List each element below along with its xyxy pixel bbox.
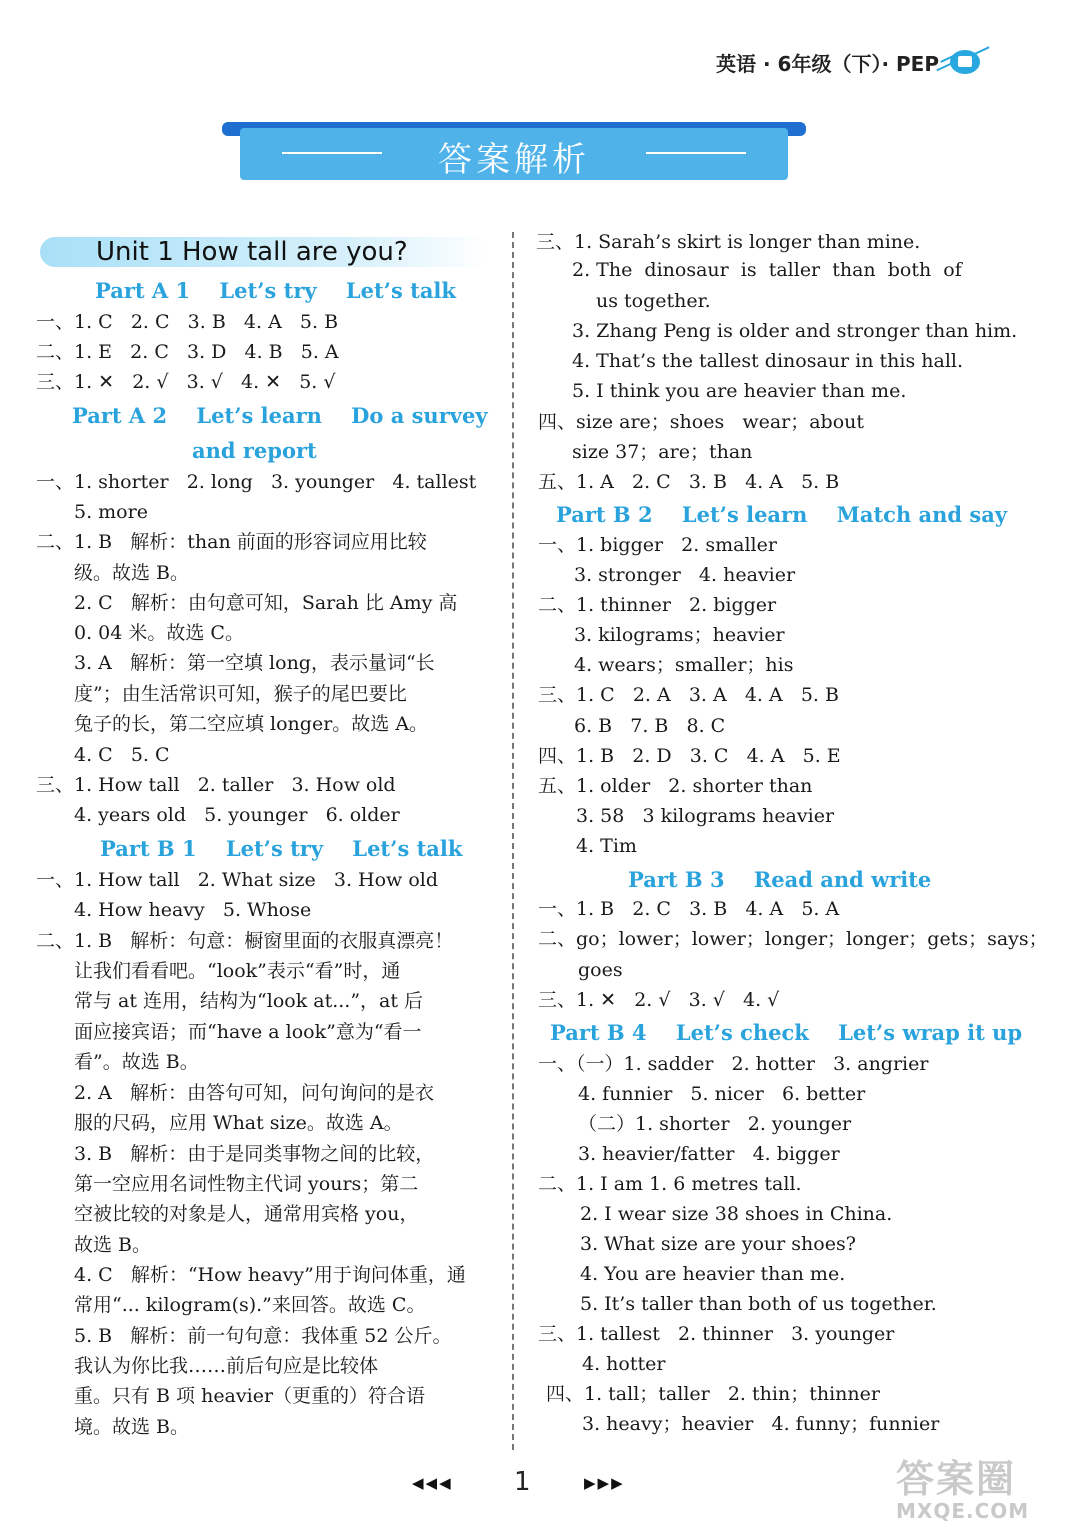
answer-line: 3. A 解析：第一空填 long，表示量词“长 <box>74 652 435 674</box>
page-number: 1 <box>514 1467 531 1497</box>
part-heading: Part B 1 Let’s try Let’s talk <box>100 836 463 861</box>
banner-title: 答案解析 <box>438 140 590 180</box>
answer-line: 我认为你比我……前后句应是比较体 <box>74 1355 379 1377</box>
next-page-arrows[interactable]: ▶▶▶ <box>584 1474 625 1492</box>
part-heading: Part B 3 Read and write <box>628 867 932 892</box>
answer-line: 常用“... kilogram(s).”来回答。故选 C。 <box>74 1294 426 1316</box>
answer-line: 4. hotter <box>582 1353 666 1375</box>
answer-line: 二、1. thinner 2. bigger <box>538 594 777 616</box>
answer-line: goes <box>578 959 623 981</box>
answer-line: 二、1. B 解析：句意：橱窗里面的衣服真漂亮！ <box>36 930 454 952</box>
answer-line: 2. I wear size 38 shoes in China. <box>580 1203 893 1225</box>
answer-line: 4. funnier 5. nicer 6. better <box>578 1083 866 1105</box>
answer-line: 五、1. A 2. C 3. B 4. A 5. B <box>538 471 840 493</box>
answer-line: 五、1. older 2. shorter than <box>538 775 813 797</box>
answer-line: 第一空应用名词性物主代词 yours；第二 <box>74 1173 419 1195</box>
answer-line: 常与 at 连用，结构为“look at...”，at 后 <box>74 990 424 1012</box>
part-heading: and report <box>192 438 317 463</box>
answer-line: 3. What size are your shoes? <box>580 1233 856 1255</box>
part-heading: Part B 4 Let’s check Let’s wrap it up <box>550 1020 1023 1045</box>
unit-title: Unit 1 How tall are you? <box>96 237 408 267</box>
answer-line: 3. Zhang Peng is older and stronger than him. <box>572 320 1018 342</box>
answer-line: size 37；are；than <box>572 441 753 463</box>
answer-line: 三、1. How tall 2. taller 3. How old <box>36 774 396 796</box>
answer-line: 4. You are heavier than me. <box>580 1263 846 1285</box>
subject-grade-label: 英语 · 6年级（下）· PEP <box>716 52 939 76</box>
answer-line: 二、1. I am 1. 6 metres tall. <box>538 1173 802 1195</box>
answer-line: 四、1. tall；taller 2. thin；thinner <box>546 1383 880 1405</box>
answer-line: 2. A 解析：由答句可知，问句询问的是衣 <box>74 1082 435 1104</box>
answer-line: 5. B 解析：前一句句意：我体重 52 公斤。 <box>74 1325 452 1347</box>
answer-line: 3. heavier/fatter 4. bigger <box>578 1143 840 1165</box>
answer-line: 三、1. tallest 2. thinner 3. younger <box>538 1323 895 1345</box>
answer-line: 度”；由生活常识可知，猴子的尾巴要比 <box>74 683 407 705</box>
answer-line: 故选 B。 <box>74 1234 152 1256</box>
speed-line <box>972 46 989 55</box>
column-divider <box>512 232 514 1450</box>
watermark-logo <box>896 1448 1029 1523</box>
answer-line: 一、1. shorter 2. long 3. younger 4. tallest <box>36 471 477 493</box>
answer-line: 二、1. E 2. C 3. D 4. B 5. A <box>36 341 339 363</box>
answer-line: 0. 04 米。故选 C。 <box>74 622 244 644</box>
answer-line: 三、1. Sarah’s skirt is longer than mine. <box>536 231 921 253</box>
watermark-text-bottom: MXQE.COM <box>896 1499 1030 1523</box>
answer-line: 三、1. ✕ 2. √ 3. √ 4. √ <box>538 989 780 1011</box>
part-heading: Part A 2 Let’s learn Do a survey <box>72 403 488 428</box>
answer-line: 二、1. B 解析：than 前面的形容词应用比较 <box>36 531 427 553</box>
answer-line: 一、1. How tall 2. What size 3. How old <box>36 869 439 891</box>
answer-line: 5. more <box>74 501 148 523</box>
answer-line: 级。故选 B。 <box>74 562 190 584</box>
answer-line: 3. stronger 4. heavier <box>574 564 796 586</box>
answer-line: 6. B 7. B 8. C <box>574 715 726 737</box>
answer-line: us together. <box>596 290 711 312</box>
answer-line: 4. C 解析：“How heavy”用于询问体重，通 <box>74 1264 466 1286</box>
answer-line: 服的尺码，应用 What size。故选 A。 <box>74 1112 403 1134</box>
answer-line: 让我们看看吧。“look”表示“看”时，通 <box>74 960 401 982</box>
answer-line: 5. I think you are heavier than me. <box>572 380 907 402</box>
answer-line: 4. C 5. C <box>74 744 170 766</box>
answer-banner <box>222 122 806 180</box>
part-heading: Part A 1 Let’s try Let’s talk <box>95 278 456 303</box>
answer-line: 3. heavy；heavier 4. funny；funnier <box>582 1413 940 1435</box>
answer-line: 3. kilograms；heavier <box>574 624 785 646</box>
answer-line: 三、1. C 2. A 3. A 4. A 5. B <box>538 684 839 706</box>
answer-line: 4. How heavy 5. Whose <box>74 899 312 921</box>
answer-line: 4. Tim <box>576 835 637 857</box>
answer-line: 看”。故选 B。 <box>74 1051 199 1073</box>
answer-line: 4. That’s the tallest dinosaur in this hall. <box>572 350 964 372</box>
answer-line: 一、1. C 2. C 3. B 4. A 5. B <box>36 311 339 333</box>
answer-line: 一、1. bigger 2. smaller <box>538 534 777 556</box>
answer-line: 兔子的长，第二空应填 longer。故选 A。 <box>74 713 429 735</box>
answer-line: 3. B 解析：由于是同类事物之间的比较， <box>74 1143 435 1165</box>
part-heading: Part B 2 Let’s learn Match and say <box>556 502 1008 527</box>
prev-page-arrows[interactable]: ◀◀◀ <box>412 1474 453 1492</box>
answer-line: 一、（一）1. sadder 2. hotter 3. angrier <box>538 1053 929 1075</box>
answer-line: 5. It’s taller than both of us together. <box>580 1293 937 1315</box>
answer-line: 三、1. ✕ 2. √ 3. √ 4. ✕ 5. √ <box>36 371 336 393</box>
watermark-text-top: 答案圈 <box>896 1457 1017 1501</box>
answer-line: 境。故选 B。 <box>74 1416 190 1438</box>
answer-line: 3. 58 3 kilograms heavier <box>576 805 835 827</box>
answer-line: 4. wears；smaller；his <box>574 654 794 676</box>
answer-line: （二）1. shorter 2. younger <box>578 1113 852 1135</box>
answer-line: 四、1. B 2. D 3. C 4. A 5. E <box>538 745 841 767</box>
answer-line: 四、size are；shoes wear；about <box>538 411 865 433</box>
answer-line: 空被比较的对象是人，通常用宾格 you， <box>74 1203 419 1225</box>
answer-line: 一、1. B 2. C 3. B 4. A 5. A <box>538 898 840 920</box>
answer-line: 重。只有 B 项 heavier（更重的）符合语 <box>74 1385 426 1407</box>
answer-line: 二、go；lower；lower；longer；longer；gets；says； <box>538 928 1048 950</box>
answer-line: 2. C 解析：由句意可知，Sarah 比 Amy 高 <box>74 592 458 614</box>
answer-line: 4. years old 5. younger 6. older <box>74 804 400 826</box>
answer-line: 面应接宾语；而“have a look”意为“看一 <box>74 1021 422 1043</box>
answer-line: 2. The dinosaur is taller than both of <box>572 259 962 281</box>
